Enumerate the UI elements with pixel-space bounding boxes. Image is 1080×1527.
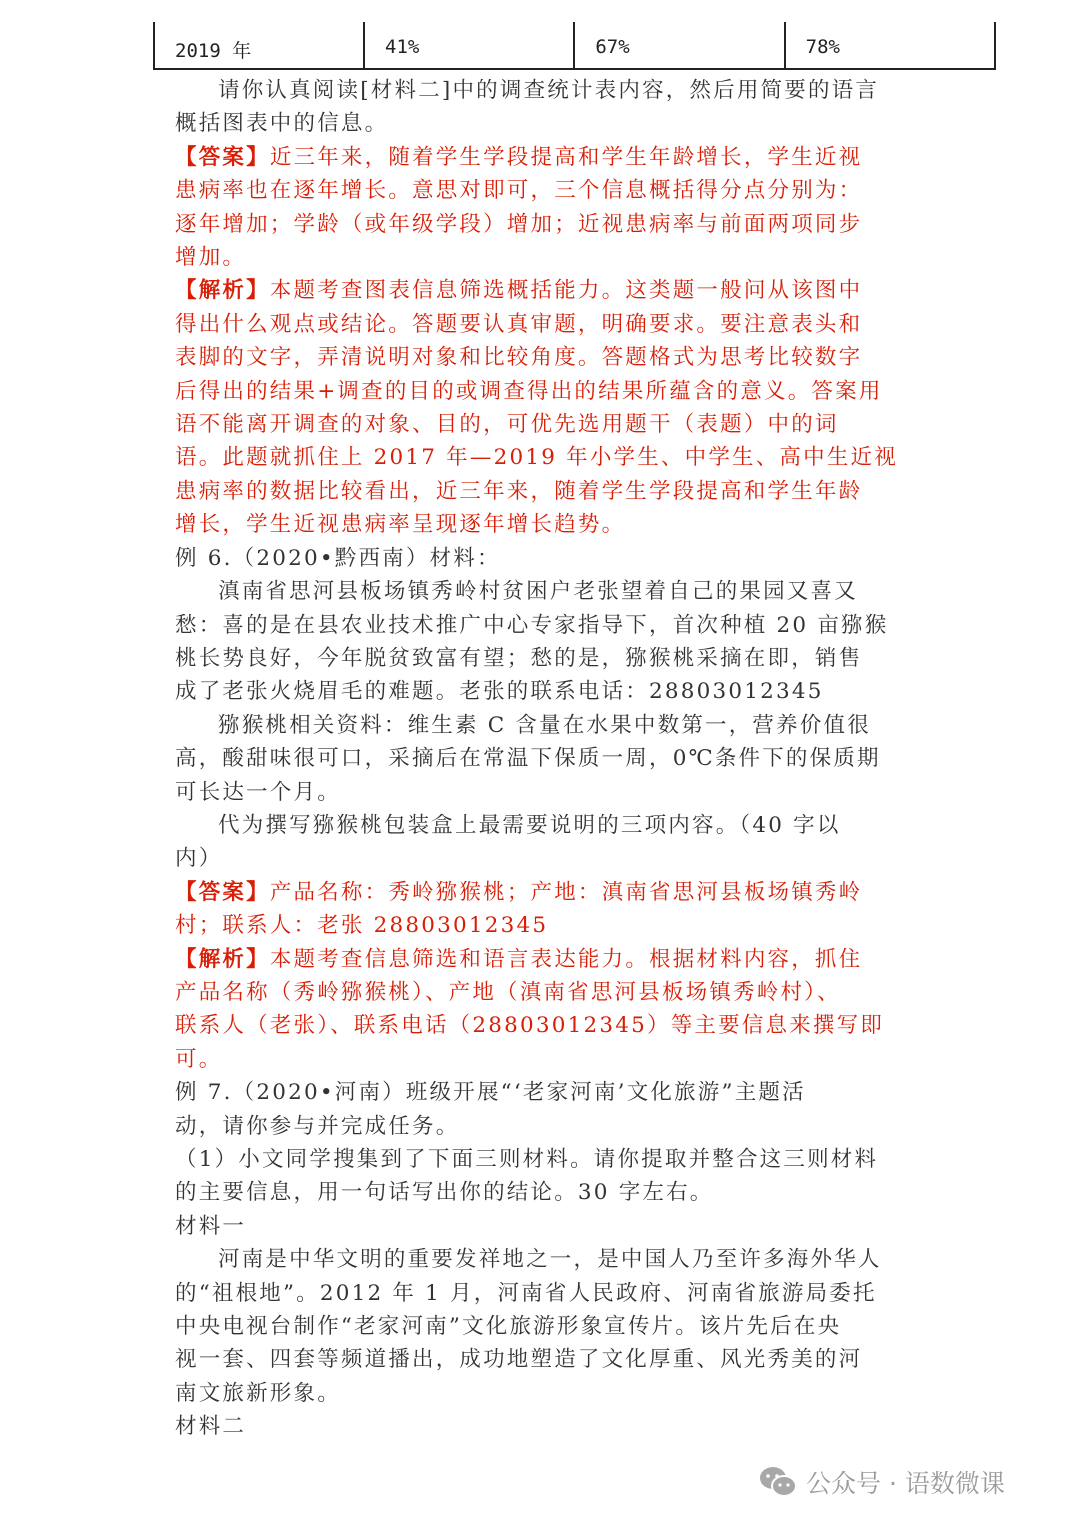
- table-cell-value: 78%: [785, 22, 995, 69]
- question-text: 请你认真阅读[材料二]中的调查统计表内容，然后用简要的语言 概括图表中的信息。: [175, 78, 880, 137]
- table-cell-value: 41%: [364, 22, 574, 69]
- material-1-text: 河南是中华文明的重要发祥地之一，是中国人乃至许多海外华人 的“祖根地”。2012 年 1 月，河南省人民政府、河南省旅游局委托 中央电视台制作“老家河南”文化旅游形象宣传片。该片先后在央 视一套、四套等频道播出，成功地塑造了文化厚重、风光秀美的河 南文旅新形象。: [175, 1247, 882, 1406]
- example-7-question: （1）小文同学搜集到了下面三则材料。请你提取并整合这三则材料 的主要信息，用一句话写出你的结论。30 字左右。: [175, 1147, 879, 1206]
- explanation-block: 【解析】本题考查图表信息筛选概括能力。这类题一般问从该图中 得出什么观点或结论。答题要认真审题，明确要求。要注意表头和 表脚的文字，弄清说明对象和比较角度。答题格式为思考比较数字 后得出的结果+调查的目的或调查得出的结果所蕴含的意义。答案用 语不能离开调查的对象、目的，可优先选用题干（表题）中的词 语。此题就抓住上 2017 年—2019 年小学生、中学生、高中生近视 患病率的数据比较看出，近三年来，随着学生学段提高和学生年龄 增长，学生近视患病率呈现逐年增长趋势。: [175, 278, 898, 538]
- example-6-heading: 例 6.（2020•黔西南）材料：: [175, 545, 501, 571]
- answer-tag: 【答案】: [175, 879, 270, 905]
- example-6-material: 滇南省思河县板场镇秀岭村贫困户老张望着自己的果园又喜又 愁：喜的是在县农业技术推广中心专家指导下，首次种植 20 亩猕猴 桃长势良好，今年脱贫致富有望；愁的是，猕猴桃采摘在即，销售 成了老张火烧眉毛的难题。老张的联系电话：28803012345: [175, 579, 889, 705]
- material-1-title: 材料一: [175, 1213, 247, 1239]
- example-6-question: 代为撰写猕猴桃包装盒上最需要说明的三项内容。（40 字以 内）: [175, 812, 841, 872]
- answer-tag: 【答案】: [175, 144, 270, 170]
- example-7-heading: 例 7.（2020•河南）班级开展“‘老家河南’文化旅游”主题活 动，请你参与并完成任务。: [175, 1080, 806, 1139]
- watermark: [758, 1462, 1005, 1502]
- watermark-text: 公众号 · 语数微课: [806, 1469, 1005, 1498]
- wechat-icon: [758, 1465, 798, 1499]
- document-body: [175, 74, 905, 1444]
- example-6-answer: 【答案】产品名称：秀岭猕猴桃；产地：滇南省思河县板场镇秀岭 村；联系人：老张 28803012345: [175, 879, 863, 939]
- table-cell-year: 2019 年: [154, 22, 364, 69]
- example-6-explanation: 【解析】本题考查信息筛选和语言表达能力。根据材料内容，抓住 产品名称（秀岭猕猴桃）、产地（滇南省思河县板场镇秀岭村）、 联系人（老张）、联系电话（28803012345）等主要信息来撰写即 可。: [175, 946, 885, 1072]
- explanation-tag: 【解析】: [175, 946, 270, 972]
- example-6-kiwi-info: 猕猴桃相关资料：维生素 C 含量在水果中数第一，营养价值很 高，酸甜味很可口，采摘后在常温下保质一周，0℃条件下的保质期 可长达一个月。: [175, 712, 881, 805]
- table-cell-value: 67%: [574, 22, 784, 69]
- statistics-table: [153, 22, 996, 70]
- answer-block: 【答案】近三年来，随着学生学段提高和学生年龄增长，学生近视 患病率也在逐年增长。意思对即可，三个信息概括得分点分别为： 逐年增加；学龄（或年级学段）增加；近视患病率与前面两项同步 增加。: [175, 144, 863, 271]
- table-row: [154, 22, 995, 69]
- material-2-title: 材料二: [175, 1414, 247, 1440]
- explanation-tag: 【解析】: [175, 278, 270, 304]
